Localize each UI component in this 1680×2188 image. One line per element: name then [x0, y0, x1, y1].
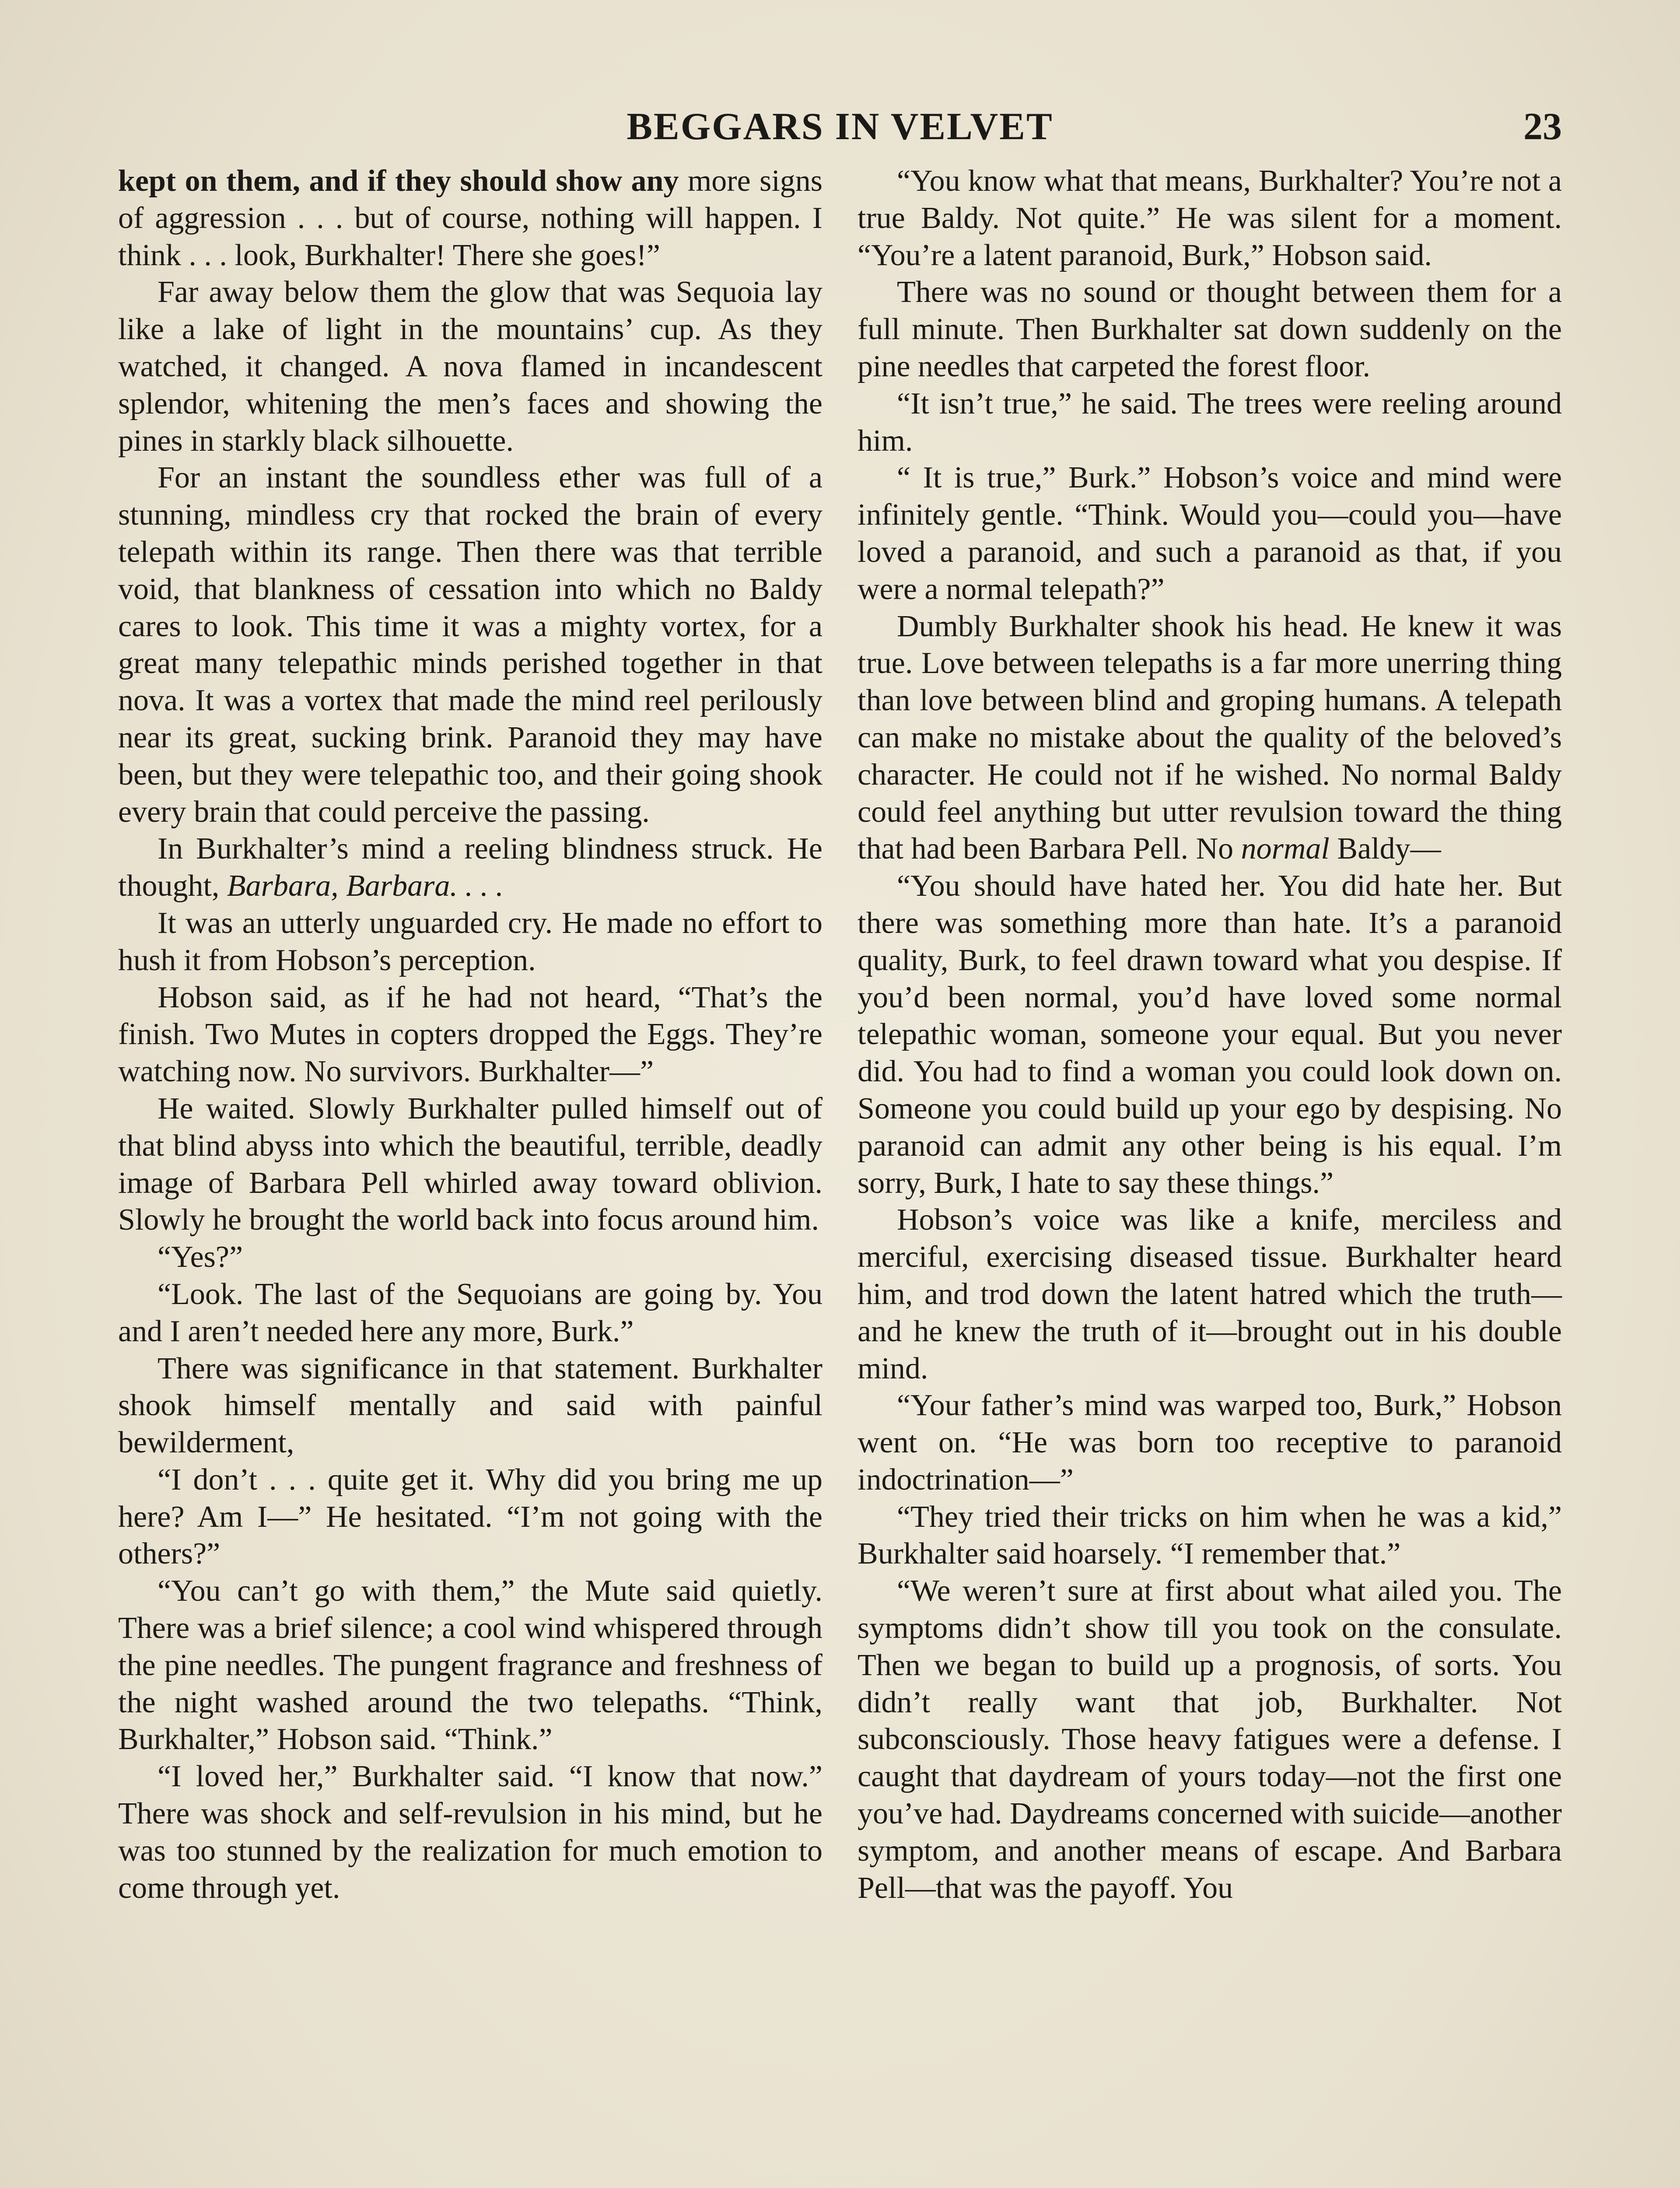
- paragraph-text: “ It is true,” Burk.” Hobson’s voice and mind were infinitely gentle. “Think. Would you—could you—have loved a paranoid, and such a paranoid as that, if you were a normal telepath?”: [858, 461, 1562, 606]
- paragraph-text: “I loved her,” Burkhalter said. “I know that now.” There was shock and self-revulsion in his mind, but he was too stunned by the realization for much emotion to come through yet.: [118, 1760, 822, 1905]
- paragraph-text: more signs of aggression . . . but of course, nothing will happen. I think . . . look, Burkhalter! There she goes!”: [118, 164, 823, 272]
- paragraph: [118, 1276, 822, 1350]
- paragraph: [118, 274, 822, 459]
- paragraph-tail-text: Baldy—: [1329, 832, 1441, 866]
- paragraph-text: Far away below them the glow that was Sequoia lay like a lake of light in the mountains’ cup. As they watched, it changed. A nova flamed in incandescent splendor, whitening the men’s faces and showing the pines in starkly black silhouette.: [118, 275, 822, 458]
- paragraph-text: “Look. The last of the Sequoians are going by. You and I aren’t needed here any more, Burk.”: [118, 1277, 822, 1348]
- paragraph: [118, 1239, 822, 1276]
- italic-text: Barbara, Barbara. . . .: [227, 869, 504, 903]
- italic-text: normal: [1241, 832, 1330, 866]
- paragraph-text: In Burkhalter’s mind a reeling blindness struck. He thought,: [118, 832, 822, 903]
- page-header: [118, 103, 1562, 151]
- paragraph: [118, 831, 822, 905]
- paragraph-text: “We weren’t sure at first about what ailed you. The symptoms didn’t show till you took on the consulate. Then we began to build up a prognosis, of sorts. You didn’t really want that job, Burkhalter. Not subconsciously. Those heavy fatigues were a defense. I caught that daydream of yours today—not the first one you’ve had. Daydreams concerned with suicide—another symptom, and another means of escape. And Barbara Pell—that was the payoff. You: [858, 1574, 1562, 1905]
- paragraph: [858, 1202, 1562, 1387]
- paragraph-text: Dumbly Burkhalter shook his head. He knew it was true. Love between telepaths is a far more unerring thing than love between blind and groping humans. A telepath can make no mistake about the quality of the beloved’s character. He could not if he wished. No normal Baldy could feel anything but utter revulsion toward the thing that had been Barbara Pell. No: [858, 609, 1562, 866]
- paragraph: [118, 1090, 822, 1239]
- paragraph-text: “I don’t . . . quite get it. Why did you bring me up here? Am I—” He hesitated. “I’m not going with the others?”: [118, 1462, 822, 1571]
- text-columns: [118, 163, 1562, 2188]
- paragraph: [118, 1350, 822, 1462]
- paragraph: [858, 274, 1562, 385]
- running-title: BEGGARS IN VELVET: [626, 105, 1054, 148]
- paragraph-text: “You can’t go with them,” the Mute said quietly. There was a brief silence; a cool wind whispered through the pine needles. The pungent fragrance and freshness of the night washed around the two telepaths. “Think, Burkhalter,” Hobson said. “Think.”: [118, 1574, 822, 1757]
- paragraph-text: Hobson’s voice was like a knife, merciless and merciful, exercising diseased tissue. Burkhalter heard him, and trod down the latent hatred which the truth—and he knew the truth of it—brought out in his double mind.: [858, 1203, 1562, 1385]
- paragraph: [858, 163, 1562, 274]
- paragraph: [118, 163, 822, 274]
- paragraph-text: “Your father’s mind was warped too, Burk,” Hobson went on. “He was born too receptive to paranoid indoctrination—”: [858, 1389, 1562, 1497]
- paragraph-text: “You know what that means, Burkhalter? You’re not a true Baldy. Not quite.” He was silent for a moment. “You’re a latent paranoid, Burk,” Hobson said.: [858, 164, 1562, 272]
- paragraph-text: It was an utterly unguarded cry. He made no effort to hush it from Hobson’s perception.: [118, 906, 822, 977]
- paragraph: [858, 459, 1562, 608]
- paragraph: [118, 979, 822, 1090]
- paragraph-text: “Yes?”: [158, 1240, 243, 1274]
- paragraph: [858, 1499, 1562, 1573]
- paragraph: [118, 905, 822, 979]
- paragraph-text: Hobson said, as if he had not heard, “That’s the finish. Two Mutes in copters dropped the Eggs. They’re watching now. No survivors. Burkhalter—”: [118, 980, 822, 1089]
- paragraph: [118, 1758, 822, 1907]
- paragraph: [118, 459, 822, 831]
- paragraph-text: There was no sound or thought between them for a full minute. Then Burkhalter sat down suddenly on the pine needles that carpeted the forest floor.: [858, 275, 1562, 383]
- paragraph: [858, 386, 1562, 460]
- paragraph: [858, 1387, 1562, 1498]
- paragraph: [118, 1573, 822, 1758]
- paragraph-text: “They tried their tricks on him when he was a kid,” Burkhalter said hoarsely. “I remember that.”: [858, 1500, 1562, 1571]
- page-number: 23: [1523, 105, 1562, 148]
- paragraph: [858, 1573, 1562, 1907]
- right-column: [858, 163, 1562, 2188]
- paragraph: [858, 868, 1562, 1202]
- paragraph-text: There was significance in that statement. Burkhalter shook himself mentally and said with painful bewilderment,: [118, 1351, 822, 1460]
- paragraph: [118, 1462, 822, 1573]
- paragraph-text: For an instant the soundless ether was full of a stunning, mindless cry that rocked the brain of every telepath within its range. Then there was that terrible void, that blankness of cessation into which no Baldy cares to look. This time it was a mighty vortex, for a great many telepathic minds perished together in that nova. It was a vortex that made the mind reel perilously near its great, sucking brink. Paranoid they may have been, but they were telepathic too, and their going shook every brain that could perceive the passing.: [118, 461, 822, 829]
- bold-lead-text: kept on them, and if they should show any: [118, 164, 679, 198]
- paragraph-text: “It isn’t true,” he said. The trees were reeling around him.: [858, 386, 1562, 458]
- left-column: [118, 163, 822, 2188]
- paragraph: [858, 608, 1562, 868]
- paragraph-text: “You should have hated her. You did hate her. But there was something more than hate. It’s a paranoid quality, Burk, to feel drawn toward what you despise. If you’d been normal, you’d have loved some normal telepathic woman, someone your equal. But you never did. You had to find a woman you could look down on. Someone you could build up your ego by despising. No paranoid can admit any other being is his equal. I’m sorry, Burk, I hate to say these things.”: [858, 869, 1562, 1200]
- paragraph-text: He waited. Slowly Burkhalter pulled himself out of that blind abyss into which the beautiful, terrible, deadly image of Barbara Pell whirled away toward oblivion. Slowly he brought the world back into focus around him.: [118, 1091, 822, 1237]
